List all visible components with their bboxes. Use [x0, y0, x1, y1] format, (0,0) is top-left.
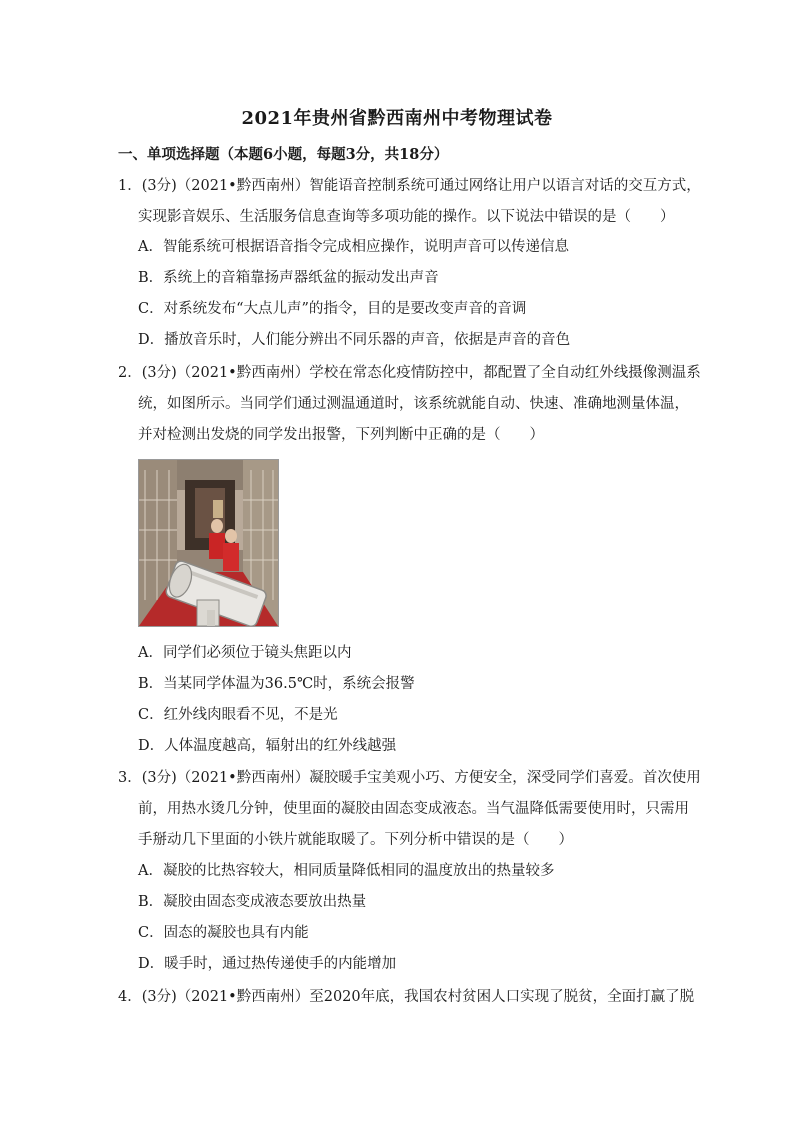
question-3-option-d: D．暖手时，通过热传递使手的内能增加: [138, 956, 397, 972]
page-title: 2021年贵州省黔西南州中考物理试卷: [241, 108, 553, 129]
question-2-option-b: B．当某同学体温为36.5℃时，系统会报警: [138, 676, 415, 692]
question-2-line-3: 并对检测出发烧的同学发出报警，下列判断中正确的是（ ）: [138, 427, 544, 443]
question-1-option-a: A．智能系统可根据语音指令完成相应操作，说明声音可以传递信息: [138, 239, 569, 255]
question-1-option-b: B．系统上的音箱靠扬声器纸盆的振动发出声音: [138, 270, 439, 286]
question-3-line-3: 手掰动几下里面的小铁片就能取暖了。下列分析中错误的是（ ）: [138, 832, 573, 848]
question-3-line-2: 前，用热水烫几分钟，使里面的凝胶由固态变成液态。当气温降低需要使用时，只需用: [138, 801, 689, 817]
question-4-line-1: 4．(3分)（2021•黔西南州）至2020年底，我国农村贫困人口实现了脱贫，全面打赢了脱: [118, 989, 695, 1005]
question-2-line-2: 统，如图所示。当同学们通过测温通道时，该系统就能自动、快速、准确地测量体温，: [138, 396, 689, 412]
question-2-option-d: D．人体温度越高，辐射出的红外线越强: [138, 738, 397, 754]
question-2-line-1: 2．(3分)（2021•黔西南州）学校在常态化疫情防控中，都配置了全自动红外线摄像测温系: [118, 365, 701, 381]
question-1-option-c: C．对系统发布“大点儿声”的指令，目的是要改变声音的音调: [138, 301, 527, 317]
question-3-option-c: C．固态的凝胶也具有内能: [138, 925, 309, 941]
thermal-camera-photo: [138, 459, 279, 627]
question-3-option-b: B．凝胶由固态变成液态要放出热量: [138, 894, 367, 910]
question-2-option-a: A．同学们必须位于镜头焦距以内: [138, 645, 352, 661]
question-3-option-a: A．凝胶的比热容较大，相同质量降低相同的温度放出的热量较多: [138, 863, 555, 879]
question-1-line-2: 实现影音娱乐、生活服务信息查询等多项功能的操作。以下说法中错误的是（ ）: [138, 209, 675, 225]
section-heading: 一、单项选择题（本题6小题，每题3分，共18分）: [118, 146, 449, 163]
question-3-line-1: 3．(3分)（2021•黔西南州）凝胶暖手宝美观小巧、方便安全，深受同学们喜爱。首次使用: [118, 770, 701, 786]
question-2-option-c: C．红外线肉眼看不见，不是光: [138, 707, 338, 723]
question-1-option-d: D．播放音乐时，人们能分辨出不同乐器的声音，依据是声音的音色: [138, 332, 571, 348]
question-1-line-1: 1．(3分)（2021•黔西南州）智能语音控制系统可通过网络让用户以语言对话的交互方式，: [118, 178, 701, 194]
